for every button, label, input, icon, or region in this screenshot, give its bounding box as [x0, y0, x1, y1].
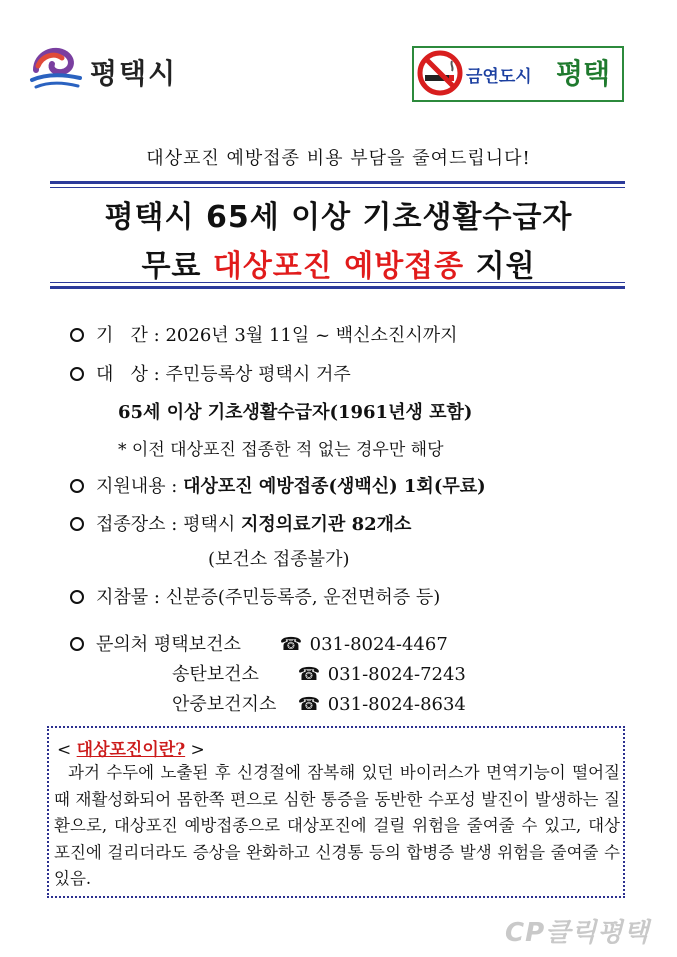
bring-label: 지참물: [96, 587, 149, 608]
title-rule-top: [50, 181, 625, 184]
target-label: 대 상: [96, 364, 148, 385]
support-row: 지원내용 : 대상포진 예방접종(생백신) 1회(무료): [70, 472, 486, 498]
bullet-icon: [70, 479, 84, 493]
place-note: (보건소 접종불가): [208, 549, 350, 570]
target-note: * 이전 대상포진 접종한 적 없는 경우만 해당: [118, 440, 444, 460]
title-line-2: [0, 241, 677, 285]
bullet-icon: [70, 637, 84, 651]
bullet-icon: [70, 517, 84, 531]
no-smoking-icon: [416, 49, 464, 97]
contact-phone: 031-8024-8634: [327, 694, 466, 715]
contact-name: 안중보건지소: [172, 694, 277, 715]
bullet-icon: [70, 328, 84, 342]
bullet-icon: [70, 590, 84, 604]
telephone-icon: ☎: [279, 634, 303, 655]
info-box-title: < 대상포진이란? >: [57, 740, 205, 760]
support-label: 지원내용: [96, 476, 166, 497]
contact-name: 송탄보건소: [172, 664, 259, 685]
bring-value: 신분증(주민등록증, 운전면허증 등): [165, 587, 441, 608]
place-label: 접종장소: [96, 514, 166, 535]
title-rule-bottom: [50, 286, 625, 289]
watermark: CP클릭평택: [505, 918, 650, 948]
title-line-2-post: 지원: [464, 249, 536, 284]
bullet-icon: [70, 367, 84, 381]
lead-text: 대상포진 예방접종 비용 부담을 줄여드립니다!: [146, 148, 531, 169]
support-value: 대상포진 예방접종(생백신) 1회(무료): [183, 476, 486, 497]
title-line-1: 평택시 65세 이상 기초생활수급자: [104, 200, 573, 235]
no-smoking-city-logo: [412, 46, 624, 102]
title-highlight: 대상포진 예방접종: [212, 249, 465, 284]
slogan-brand: 평택: [556, 57, 611, 90]
telephone-icon: ☎: [297, 694, 321, 715]
place-value: 지정의료기관 82개소: [240, 514, 412, 535]
contact-name: 평택보건소: [153, 634, 241, 655]
place-row: 접종장소 : 평택시 지정의료기관 82개소: [70, 510, 411, 536]
period-row: 기 간 : 2026년 3월 11일 ~ 백신소진시까지: [70, 321, 457, 347]
city-logo: [28, 40, 198, 100]
city-emblem-icon: [28, 40, 84, 96]
city-logo-text: 평택시: [90, 57, 178, 90]
target-detail: 65세 이상 기초생활수급자(1961년생 포함): [118, 402, 473, 423]
title-rule-top-thin: [50, 187, 625, 188]
bring-row: 지참물 : 신분증(주민등록증, 운전면허증 등): [70, 583, 440, 609]
info-box-title-highlight: 대상포진이란?: [76, 740, 186, 760]
contact-label: 문의처: [96, 634, 149, 655]
slogan-text: 금연도시: [466, 67, 532, 87]
place-prefix: 평택시: [183, 514, 241, 535]
contact-phone: 031-8024-4467: [309, 634, 448, 655]
title-line-2-pre: 무료: [141, 249, 213, 284]
contact-phone: 031-8024-7243: [327, 664, 466, 685]
target-row: 대 상 : 주민등록상 평택시 거주: [70, 360, 351, 386]
contact-row-1: [70, 630, 448, 656]
contact-row-2: [172, 660, 466, 686]
period-label: 기 간: [96, 325, 148, 346]
contact-row-3: [172, 690, 466, 716]
info-box-text: 과거 수두에 노출된 후 신경절에 잠복해 있던 바이러스가 면역기능이 떨어질 때 재활성화되어 몸한쪽 편으로 심한 통증을 동반한 수포성 발진이 발생하는 질환으로, 대상포진 예방접종으로 대상포진에 걸릴 위험을 줄여줄 수 있고, 대상포진에 걸리더라도 증상을 완화하고 신경통 등의 합병증 발생 위험을 줄여줄 수 있음.: [54, 763, 620, 888]
period-value: 2026년 3월 11일 ~ 백신소진시까지: [165, 325, 458, 346]
telephone-icon: ☎: [297, 664, 321, 685]
title-rule-bottom-thin: [50, 282, 625, 283]
target-value: 주민등록상 평택시 거주: [165, 364, 351, 385]
